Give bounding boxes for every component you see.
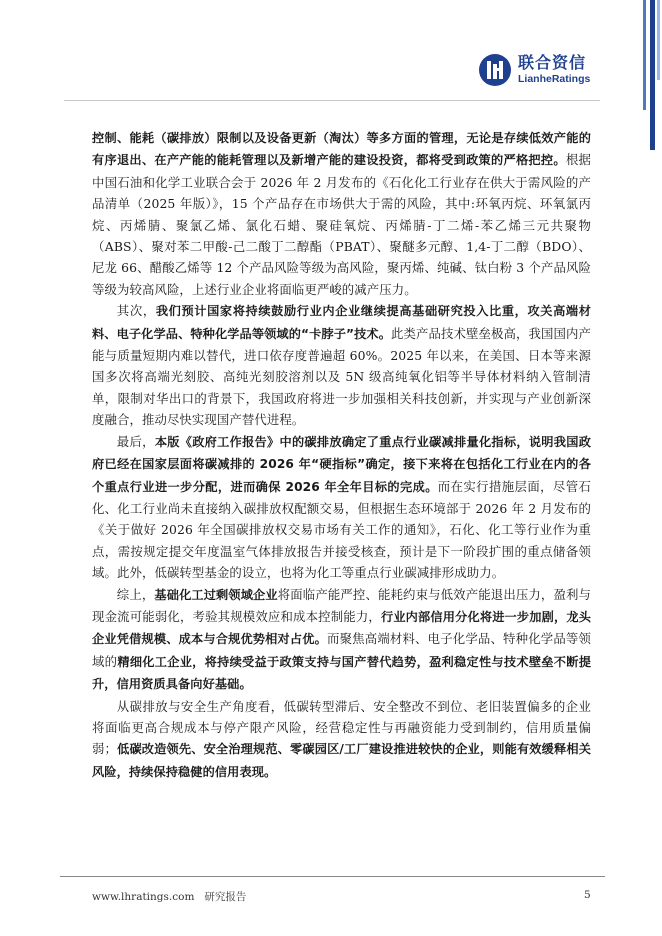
logo-chinese-name: 联合资信 (518, 53, 587, 73)
body-paragraph (92, 584, 591, 696)
text-run: 而在实行措施层面，尽管石化、化工行业尚未直接纳入碳排放权配额交易，但根据生态环境部于 2026 年 2 月发布的《关于做好 2026 年全国碳排放权交易市场有关工作的通知》，石化、化工等行业作为重点，需按规定提交年度温室气体排放报告并接受核查，预计是下一阶段扩围的重点储备领域。此外，低碳转型基金的设立，也将为化工等重点行业碳减排形成助力。 (92, 478, 591, 581)
bold-text: 本版《政府工作报告》中的碳排放确定了重点行业碳减排量化指标，说明我国政府已经在国家层面将碳减排的 2026 年“硬指标”确定，接下来将在包括化工行业在内的各个重点行业进一步分配，进而确保 2026 年全年目标的完成。 (92, 434, 591, 494)
footer-info (92, 889, 246, 904)
text-run: 此类产品技术壁垒极高，我国国内产能与质量短期内难以替代，进口依存度普遍超 60%。2025 年以来，在美国、日本等来源国多次将高端光刻胶、高纯光刻胶溶剂以及 5N 级高纯氧化铝等半导体材料纳入管制清单，限制对华出口的背景下，我国政府将进一步加强相关科技创新，并实现与产业创新深度融合，推动尽快实现国产替代进程。 (92, 325, 591, 428)
bold-text: 低碳改造领先、安全治理规范、零碳园区/工厂建设推进较快的企业，则能有效缓释相关风险，持续保持稳健的信用表现。 (92, 742, 591, 779)
report-body (92, 127, 591, 783)
body-paragraph (92, 300, 591, 430)
bold-text: 精细化工企业，将持续受益于政策支持与国产替代趋势，盈利稳定性与技术壁垒不断提升，信用资质具备向好基础。 (92, 654, 591, 692)
text-run: 从碳排放与安全生产角度看，低碳转型滞后、安全整改不到位、老旧装置偏多的企业将面临更高合规成本与停产限产风险，经营稳定性与再融资能力受到制约，信用质量偏弱； (92, 698, 591, 757)
text-run: 最后， (116, 433, 155, 449)
text-run: 综上， (116, 586, 155, 602)
footer-report-type: 研究报告 (204, 891, 247, 903)
bold-text: 我们预计国家将持续鼓励行业内企业继续提高基础研究投入比重，攻关高端材料、电子化学品、特种化学品等领域的“卡脖子”技术。 (92, 304, 591, 341)
logo-text (518, 55, 590, 85)
page-number: 5 (584, 889, 591, 901)
footer-website: www.lhratings.com (92, 891, 195, 903)
header-divider (64, 100, 600, 101)
text-run: 将面临产能严控、能耗约束与低效产能退出压力，盈利与现金流可能弱化，考验其规模效应和成本控制能力， (92, 586, 592, 624)
text-run: 根据中国石油和化学工业联合会于 2026 年 2 月发布的《石化化工行业存在供大于需风险的产品清单（2025 年版）》，15 个产品存在市场供大于需的风险，其中:环氧丙烷、环氧氯丙烷、丙烯腈、聚氯乙烯、氯化石蜡、聚硅氧烷、丙烯腈-丁二烯-苯乙烯三元共聚物（ABS）、聚对苯二甲酸-己二酸丁二醇酯（PBAT）、聚醚多元醇、1,4-丁二醇（BDO）、尼龙 66、醋酸乙烯等 12 个产品风险等级为高风险，聚丙烯、纯碱、钛白粉 3 个产品风险等级为较高风险，上述行业企业将面临更严峻的减产压力。 (92, 152, 591, 297)
footer-divider (60, 876, 605, 877)
text-run: 其次， (116, 303, 156, 319)
body-paragraph (92, 127, 591, 300)
decorative-stripes-icon (628, 0, 662, 150)
body-paragraph (92, 431, 591, 584)
body-paragraph (92, 696, 591, 784)
bold-text: 基础化工过剩领域企业 (154, 587, 278, 602)
bold-text: 行业内部信用分化将进一步加剧，龙头企业凭借规模、成本与合规优势相对占优。 (92, 609, 591, 647)
lianhe-logo-icon (478, 53, 512, 87)
bold-text: 控制、能耗（碳排放）限制以及设备更新（淘汰）等多方面的管理，无论是存续低效产能的有序退出、在产产能的能耗管理以及新增产能的建设投资，都将受到政策的严格把控。 (92, 131, 591, 168)
text-run: 而聚焦高端材料、电子化学品、特种化学品等领域的 (92, 631, 591, 669)
logo-english-name: LianheRatings (518, 73, 591, 86)
company-logo (478, 50, 638, 90)
